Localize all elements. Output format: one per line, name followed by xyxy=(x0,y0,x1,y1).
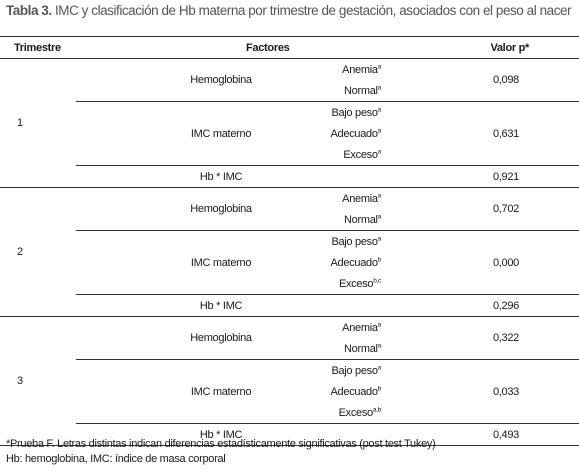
caption-text: IMC y clasificación de Hb materna por trimestre de gestación, asociados con el peso al nacer xyxy=(51,3,572,18)
factor-label: Hb * IMC xyxy=(199,428,243,441)
table-row xyxy=(0,188,579,210)
factor-label: IMC materno xyxy=(190,256,252,269)
level-cell xyxy=(276,402,427,424)
level-name: Adecuado xyxy=(330,385,378,398)
note-abbreviations: Hb: hemoglobina, IMC: índice de masa corporal xyxy=(6,453,226,465)
level-cell-empty xyxy=(276,166,427,188)
header-factores: Factores xyxy=(76,37,427,59)
level-superscript: a xyxy=(377,83,381,91)
p-value: 0,322 xyxy=(492,332,519,344)
factor-label: Hemoglobina xyxy=(190,203,252,215)
p-value-cell xyxy=(427,188,579,231)
trimestre-cell xyxy=(0,317,76,446)
level-superscript: a xyxy=(377,147,381,155)
level-name: Anemia xyxy=(342,321,378,334)
level-name: Normal xyxy=(344,84,378,97)
p-value-cell xyxy=(427,295,579,317)
p-value: 0,296 xyxy=(492,299,519,312)
level-cell xyxy=(276,273,427,295)
p-value: 0,000 xyxy=(492,256,519,269)
factor-label: Hemoglobina xyxy=(190,332,252,344)
trimestre-value: 3 xyxy=(17,375,23,387)
level-superscript: a xyxy=(377,105,381,113)
factor-label: IMC materno xyxy=(190,385,252,398)
table-row xyxy=(0,295,579,317)
factor-interaccion xyxy=(76,295,276,317)
level-superscript: a xyxy=(377,62,381,70)
factor-imc xyxy=(76,360,276,424)
p-value-cell xyxy=(427,317,579,360)
table-caption xyxy=(6,3,576,18)
header-valor-p: Valor p* xyxy=(427,37,579,59)
level-name: Exceso xyxy=(338,277,374,290)
level-name: Adecuado xyxy=(330,256,378,269)
trimestre-cell xyxy=(0,59,76,188)
level-cell xyxy=(276,102,427,124)
p-value-cell xyxy=(427,59,579,102)
factor-imc xyxy=(76,102,276,166)
level-superscript: b xyxy=(377,255,381,263)
level-name: Adecuado xyxy=(330,127,378,140)
p-value-cell xyxy=(427,102,579,166)
table-notes xyxy=(6,437,435,467)
level-name: Exceso xyxy=(343,148,378,161)
header-trimestre: Trimestre xyxy=(0,37,76,59)
factor-interaccion xyxy=(76,166,276,188)
trimestre-value: 1 xyxy=(17,117,23,129)
level-superscript: b,c xyxy=(373,276,381,284)
level-superscript: a xyxy=(377,363,381,371)
level-superscript: a xyxy=(377,234,381,242)
level-cell xyxy=(276,59,427,81)
header-row xyxy=(0,37,579,59)
factor-imc xyxy=(76,231,276,295)
p-value: 0,493 xyxy=(492,428,519,441)
level-cell xyxy=(276,144,427,166)
p-value-cell xyxy=(427,166,579,188)
level-cell xyxy=(276,188,427,210)
factor-hemoglobina xyxy=(76,59,276,102)
trimestre-cell xyxy=(0,188,76,317)
p-value: 0,921 xyxy=(492,170,519,183)
p-value: 0,631 xyxy=(492,127,519,140)
level-superscript: a xyxy=(377,341,381,349)
level-name: Anemia xyxy=(342,192,378,205)
level-superscript: a xyxy=(377,126,381,134)
p-value-cell xyxy=(427,424,579,446)
level-cell xyxy=(276,360,427,382)
factor-label: Hemoglobina xyxy=(190,74,252,86)
p-value: 0,098 xyxy=(492,74,519,86)
level-cell-empty xyxy=(276,295,427,317)
table-row xyxy=(0,360,579,382)
level-superscript: a xyxy=(377,212,381,220)
level-cell xyxy=(276,381,427,402)
table-row xyxy=(0,166,579,188)
level-name: Normal xyxy=(344,342,378,355)
level-name: Bajo peso xyxy=(331,364,378,377)
level-cell xyxy=(276,338,427,360)
factor-hemoglobina xyxy=(76,188,276,231)
level-name: Anemia xyxy=(342,63,378,76)
level-cell xyxy=(276,317,427,339)
level-name: Exceso xyxy=(338,406,373,419)
level-cell xyxy=(276,231,427,253)
level-cell xyxy=(276,123,427,144)
caption-label: Tabla 3. xyxy=(6,3,52,18)
level-superscript: a xyxy=(377,320,381,328)
p-value-cell xyxy=(427,360,579,424)
p-value: 0,033 xyxy=(492,385,519,398)
factor-label: Hb * IMC xyxy=(199,299,243,312)
table-row xyxy=(0,231,579,253)
table-row xyxy=(0,317,579,339)
factor-hemoglobina xyxy=(76,317,276,360)
table-row xyxy=(0,59,579,81)
level-superscript: b xyxy=(377,384,381,392)
table-body xyxy=(0,59,579,446)
level-superscript: a xyxy=(377,191,381,199)
level-superscript: a,b xyxy=(372,405,381,413)
note-prueba-f: *Prueba F. Letras distintas indican diferencias estadísticamente significativas (post test Tukey) xyxy=(6,438,436,450)
level-name: Bajo peso xyxy=(331,106,378,119)
level-cell xyxy=(276,252,427,273)
trimestre-value: 2 xyxy=(17,246,23,258)
p-value-cell xyxy=(427,231,579,295)
factor-label: IMC materno xyxy=(190,127,252,140)
factor-label: Hb * IMC xyxy=(199,170,243,183)
p-value: 0,702 xyxy=(492,203,519,215)
results-table xyxy=(0,36,579,446)
level-cell xyxy=(276,209,427,231)
level-name: Normal xyxy=(344,213,378,226)
level-name: Bajo peso xyxy=(331,235,378,248)
table-row xyxy=(0,102,579,124)
level-cell xyxy=(276,80,427,102)
